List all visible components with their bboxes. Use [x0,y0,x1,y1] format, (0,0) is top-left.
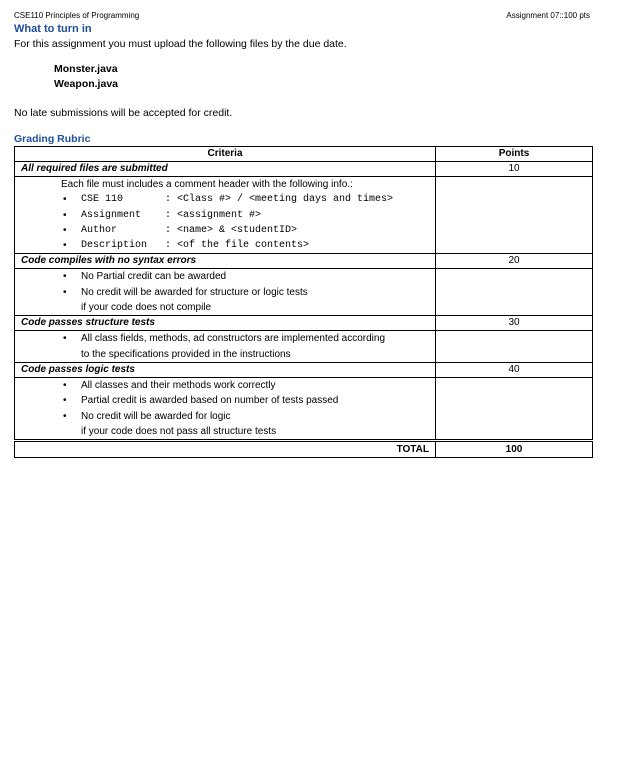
bullet-continuation: if your code does not pass all structure tests [81,425,277,437]
criterion-heading: Code passes structure tests [15,316,436,331]
criterion-details [15,377,436,440]
bullet-continuation: to the specifications provided in the instructions [81,348,291,360]
table-row [15,162,593,177]
total-label: TOTAL [15,441,436,458]
table-header-row [15,147,593,162]
criterion-heading: Code passes logic tests [15,362,436,377]
bullet-icon: • [63,333,67,345]
criterion-points: 20 [436,254,593,269]
course-header: CSE110 Principles of Programming [14,11,140,20]
list-item: • No credit will be awarded for structure or logic tests [21,285,429,300]
list-item: • Assignment : <assignment #> [21,208,429,223]
criterion-points: 40 [436,362,593,377]
list-item: • All class fields, methods, ad constructors are implemented according [21,331,429,346]
list-item: • All classes and their methods work correctly [21,378,429,393]
criterion-intro: Each file must includes a comment header with the following info.: [61,179,353,190]
bullet-icon: • [63,286,67,298]
empty-cell [436,377,593,440]
list-item: • CSE 110 : <Class #> / <meeting days and times> [21,192,429,207]
bullet-icon: • [63,194,67,206]
table-row [15,177,593,254]
list-item: • Partial credit is awarded based on number of tests passed [21,393,429,408]
bullet-icon: • [63,209,67,221]
table-row [15,269,593,316]
list-item: • Description : <of the file contents> [21,238,429,253]
grading-rubric-table [14,146,593,458]
what-to-turn-in-title: What to turn in [14,23,92,35]
criterion-details [15,269,436,316]
criterion-details [15,177,436,254]
criterion-heading: All required files are submitted [15,162,436,177]
list-item: • No credit will be awarded for logic [21,409,429,424]
list-item: • Author : <name> & <studentID> [21,223,429,238]
table-row [15,331,593,363]
assignment-header: Assignment 07::100 pts [506,11,590,20]
bullet-continuation: if your code does not compile [81,302,212,314]
grading-rubric-title: Grading Rubric [14,133,91,145]
bullet-icon: • [63,410,67,422]
bullet-icon: • [63,271,67,283]
bullet-icon: • [63,240,67,252]
total-row [15,441,593,458]
table-row [15,254,593,269]
table-row [15,377,593,440]
criterion-points: 10 [436,162,593,177]
criterion-points: 30 [436,316,593,331]
points-column-header: Points [436,147,593,162]
criterion-heading: Code compiles with no syntax errors [15,254,436,269]
bullet-icon: • [63,379,67,391]
empty-cell [436,331,593,363]
file-list [54,62,118,92]
bullet-icon: • [63,395,67,407]
total-points: 100 [436,441,593,458]
criterion-details [15,331,436,363]
criteria-column-header: Criteria [15,147,436,162]
late-submission-note: No late submissions will be accepted for credit. [14,107,233,119]
table-row [15,316,593,331]
list-item: • No Partial credit can be awarded [21,269,429,284]
table-row [15,362,593,377]
file-item: Weapon.java [54,78,118,90]
bullet-icon: • [63,224,67,236]
turn-in-intro: For this assignment you must upload the following files by the due date. [14,38,347,50]
empty-cell [436,177,593,254]
file-item: Monster.java [54,63,118,75]
empty-cell [436,269,593,316]
